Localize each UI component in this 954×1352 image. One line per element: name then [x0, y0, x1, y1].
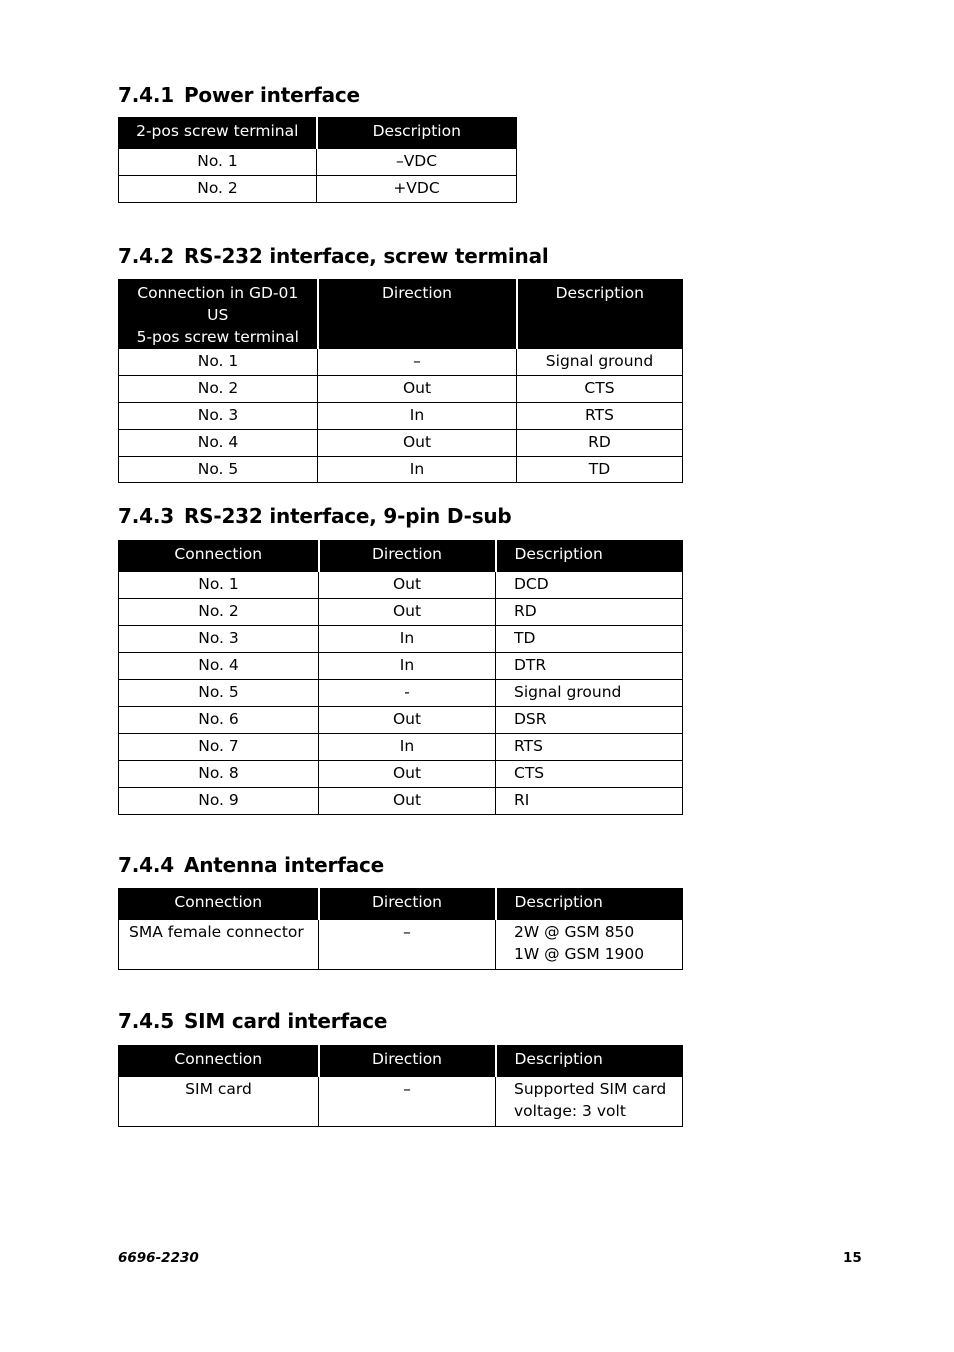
table-cell: In [319, 652, 496, 679]
table-row [119, 376, 683, 403]
section-antenna-interface [118, 852, 683, 970]
table-cell: No. 1 [119, 571, 319, 598]
table-cell: – [319, 1076, 496, 1126]
section-number: 7.4.4 [118, 853, 174, 877]
section-number: 7.4.5 [118, 1009, 174, 1033]
table-cell: SMA female connector [119, 919, 319, 969]
table-cell: In [318, 457, 517, 483]
table-cell: Out [319, 598, 496, 625]
column-header: Direction [318, 279, 517, 349]
table-cell: No. 1 [119, 349, 318, 376]
section-number: 7.4.3 [118, 504, 174, 528]
table-row [119, 571, 683, 598]
table-row [119, 733, 683, 760]
column-header: Description [496, 540, 683, 571]
table-cell: In [319, 625, 496, 652]
sim-card-interface-table [118, 1045, 683, 1127]
table-row [119, 175, 517, 202]
table-header-row [119, 1045, 683, 1076]
table-row [119, 349, 683, 376]
table-cell: RTS [517, 403, 683, 430]
table-header-row [119, 117, 517, 148]
column-header: Direction [319, 1045, 496, 1076]
section-title: RS-232 interface, screw terminal [183, 244, 549, 268]
table-cell: No. 3 [119, 625, 319, 652]
table-row [119, 430, 683, 457]
table-cell: – [319, 919, 496, 969]
table-cell: Out [318, 430, 517, 457]
page-number: 15 [843, 1250, 862, 1266]
table-cell: – [318, 349, 517, 376]
table-cell: –VDC [317, 148, 517, 175]
rs232-dsub-table [118, 540, 683, 815]
table-cell: CTS [517, 376, 683, 403]
column-header: Connection [119, 1045, 319, 1076]
table-header-row [119, 540, 683, 571]
table-cell: +VDC [317, 175, 517, 202]
table-cell: RTS [496, 733, 683, 760]
section-number: 7.4.1 [118, 83, 174, 107]
table-cell: TD [496, 625, 683, 652]
table-cell: DCD [496, 571, 683, 598]
section-heading [118, 852, 683, 878]
antenna-interface-table [118, 888, 683, 970]
section-title: RS-232 interface, 9-pin D-sub [183, 504, 512, 528]
power-interface-table [118, 117, 517, 203]
table-row [119, 625, 683, 652]
table-cell: No. 6 [119, 706, 319, 733]
table-cell: No. 3 [119, 403, 318, 430]
table-row [119, 148, 517, 175]
table-cell: DSR [496, 706, 683, 733]
section-title: SIM card interface [183, 1009, 388, 1033]
table-cell: In [318, 403, 517, 430]
table-header-row [119, 888, 683, 919]
section-rs232-screw-terminal [118, 243, 683, 483]
table-row [119, 403, 683, 430]
table-cell: No. 1 [119, 148, 317, 175]
table-header-row [119, 279, 683, 349]
table-cell: - [319, 679, 496, 706]
table-cell: Signal ground [517, 349, 683, 376]
column-header: Description [496, 1045, 683, 1076]
column-header: Connection [119, 888, 319, 919]
section-number: 7.4.2 [118, 244, 174, 268]
table-cell: No. 9 [119, 787, 319, 814]
table-cell: Out [319, 706, 496, 733]
table-cell: No. 7 [119, 733, 319, 760]
section-heading [118, 1008, 683, 1034]
column-header: 2-pos screw terminal [119, 117, 317, 148]
table-row [119, 787, 683, 814]
table-cell: Out [319, 787, 496, 814]
table-cell: No. 4 [119, 652, 319, 679]
table-cell: No. 4 [119, 430, 318, 457]
table-row [119, 706, 683, 733]
table-cell: CTS [496, 760, 683, 787]
document-number: 6696-2230 [118, 1250, 199, 1266]
column-header: Direction [319, 888, 496, 919]
table-cell: No. 8 [119, 760, 319, 787]
table-row [119, 652, 683, 679]
section-title: Antenna interface [183, 853, 385, 877]
column-header: Direction [319, 540, 496, 571]
section-power-interface [118, 82, 517, 203]
section-title: Power interface [183, 83, 360, 107]
section-heading [118, 82, 517, 108]
table-cell: Out [318, 376, 517, 403]
table-cell: RD [496, 598, 683, 625]
table-row [119, 679, 683, 706]
table-cell: DTR [496, 652, 683, 679]
section-rs232-dsub [118, 503, 683, 815]
table-cell: In [319, 733, 496, 760]
section-heading [118, 503, 683, 529]
table-cell: No. 5 [119, 679, 319, 706]
column-header: Connection in GD-01 US 5-pos screw terminal [119, 279, 318, 349]
column-header: Description [496, 888, 683, 919]
table-cell: No. 2 [119, 175, 317, 202]
table-cell: Signal ground [496, 679, 683, 706]
table-row [119, 919, 683, 969]
column-header: Description [517, 279, 683, 349]
table-row [119, 598, 683, 625]
table-cell: Out [319, 760, 496, 787]
table-cell: RI [496, 787, 683, 814]
table-row [119, 760, 683, 787]
column-header: Description [317, 117, 517, 148]
table-cell: Supported SIM card voltage: 3 volt [496, 1076, 683, 1126]
table-row [119, 457, 683, 483]
table-cell: TD [517, 457, 683, 483]
table-cell: SIM card [119, 1076, 319, 1126]
table-cell: Out [319, 571, 496, 598]
table-row [119, 1076, 683, 1126]
table-cell: No. 2 [119, 598, 319, 625]
rs232-screw-terminal-table [118, 279, 683, 483]
table-cell: No. 5 [119, 457, 318, 483]
table-cell: No. 2 [119, 376, 318, 403]
section-heading [118, 243, 683, 269]
column-header: Connection [119, 540, 319, 571]
table-cell: 2W @ GSM 850 1W @ GSM 1900 [496, 919, 683, 969]
section-sim-card-interface [118, 1008, 683, 1127]
table-cell: RD [517, 430, 683, 457]
